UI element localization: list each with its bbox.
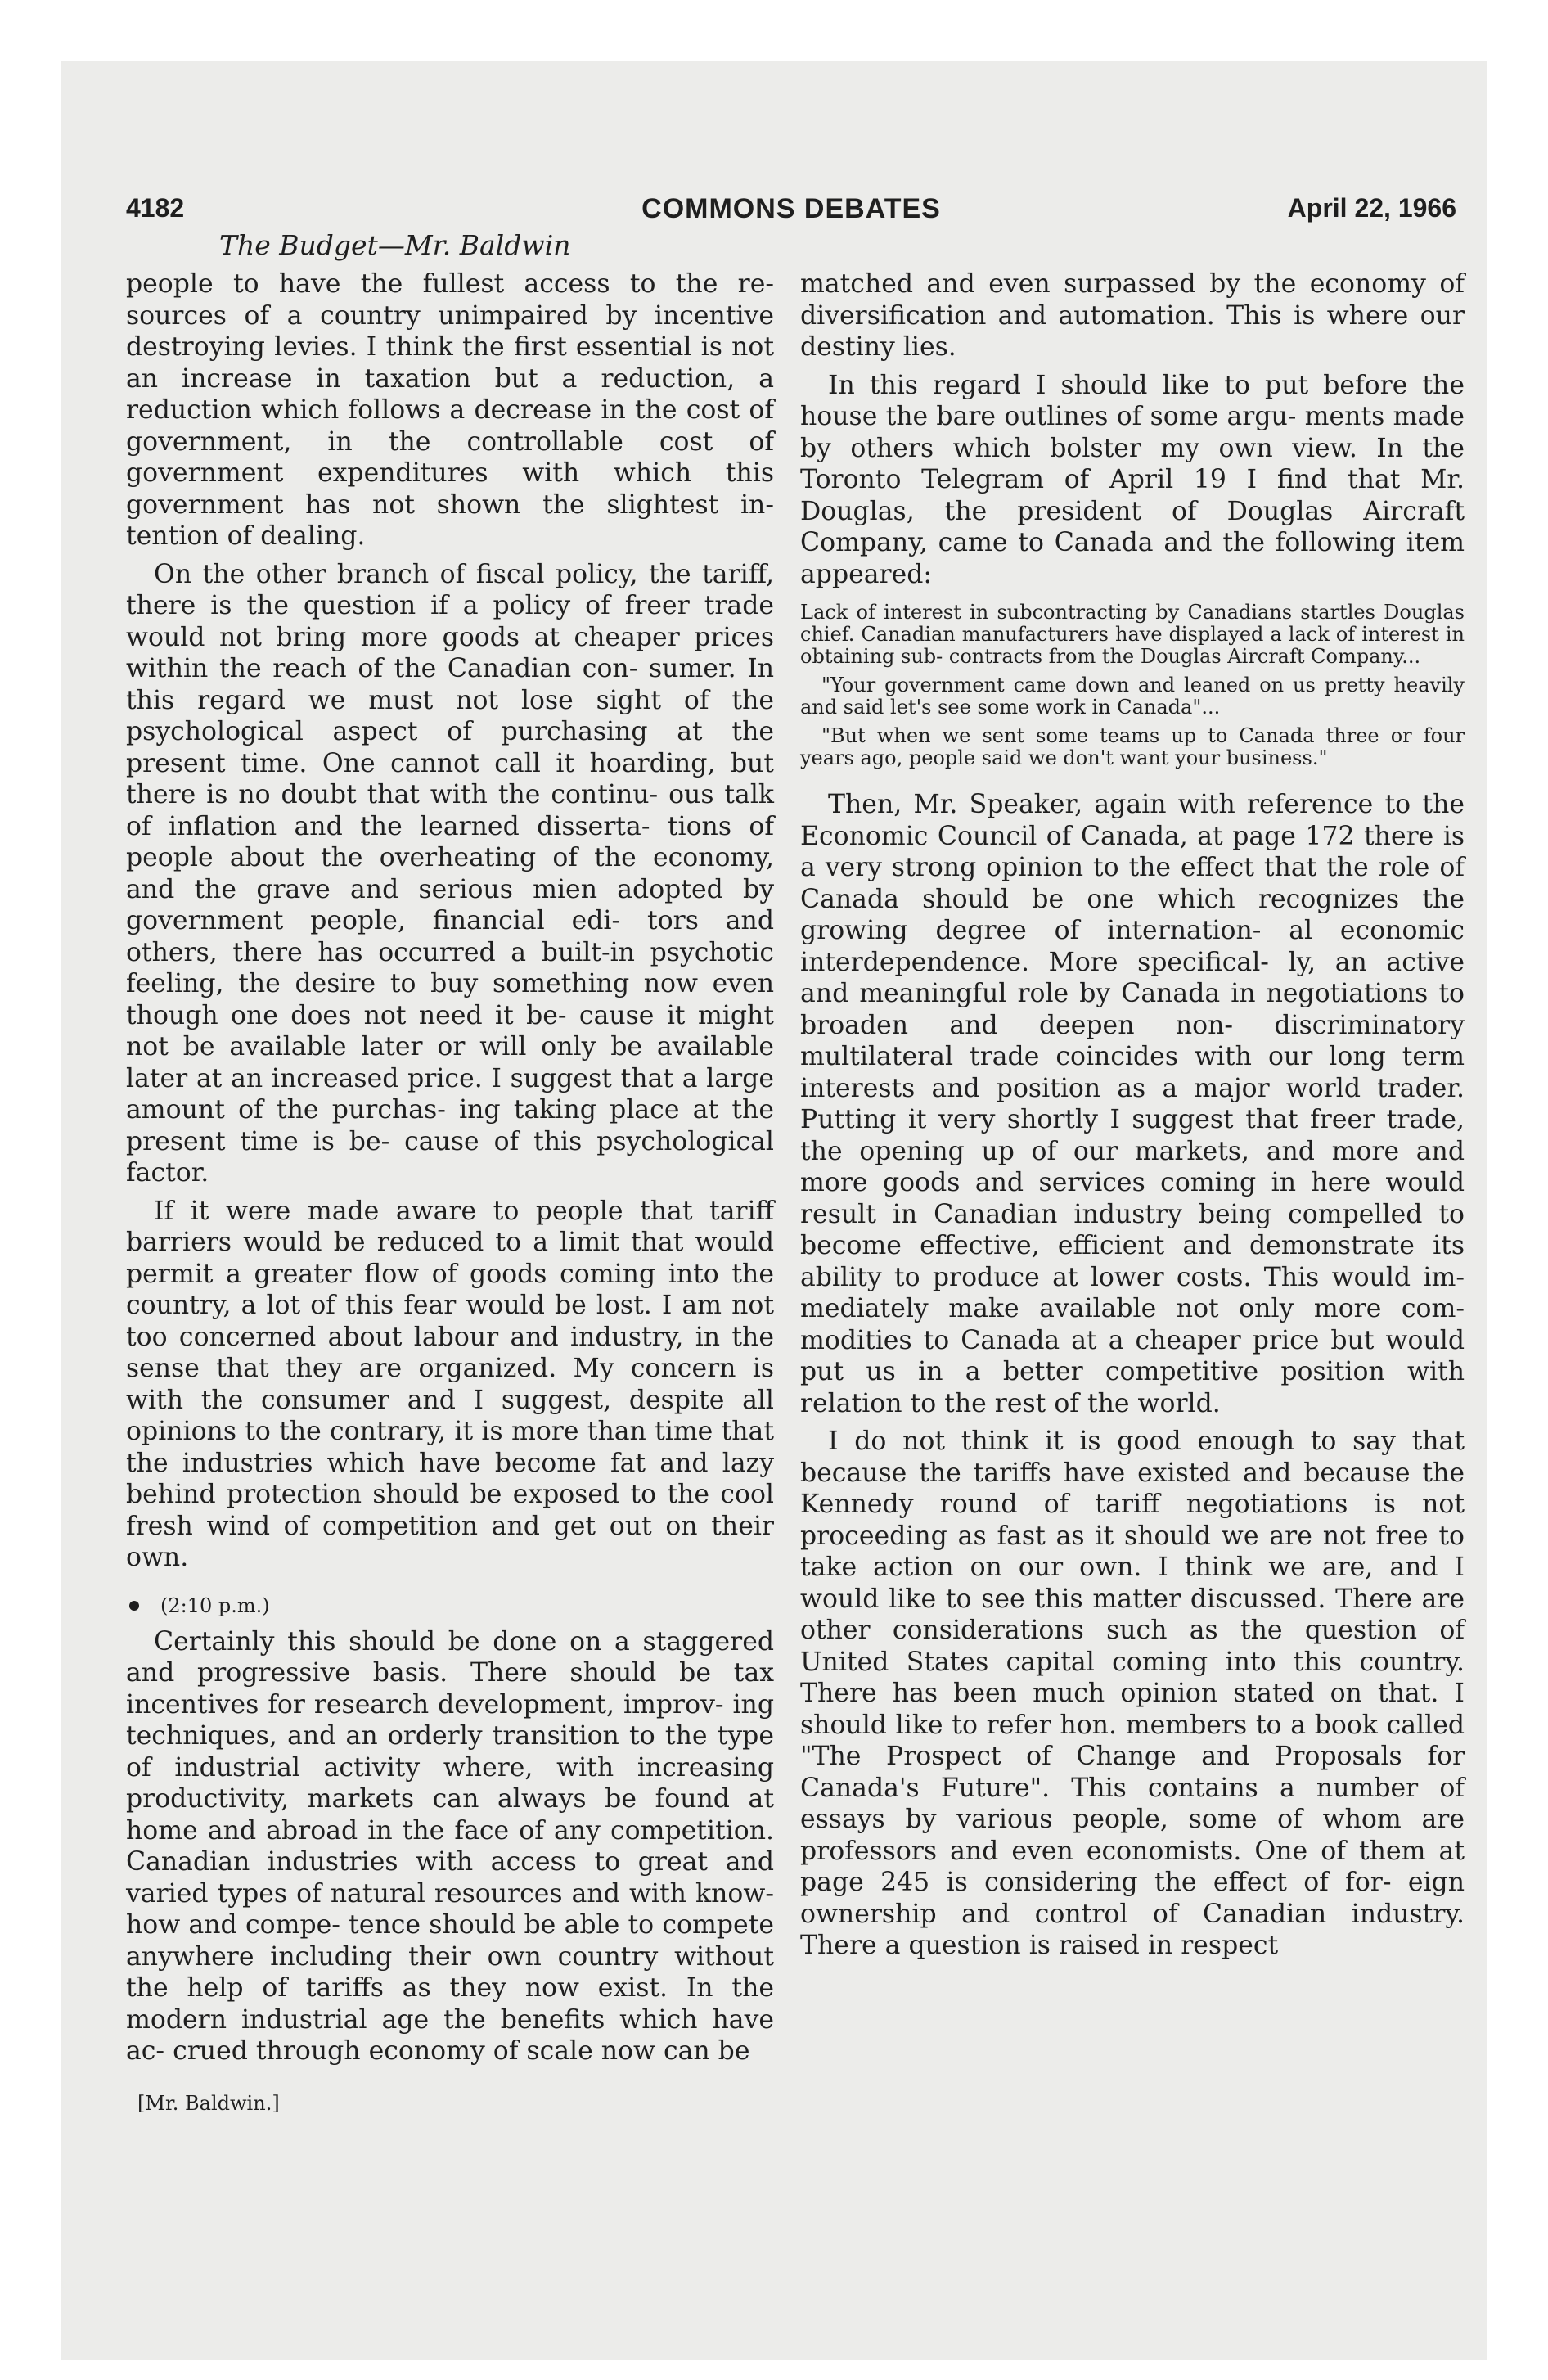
bullet-icon — [129, 1601, 139, 1611]
paragraph: If it were made aware to people that tariff barriers would be reduced to a limit that would permit a greater flow of goods coming into the country, a lot of this fear would be lost. I am not too concerned about labour and industry, in the sense that they are organized. My concern is with the consumer and I suggest, despite all opinions to the contrary, it is more than time that the industries which have become fat and lazy behind protection should be exposed to the cool fresh wind of competition and get out on their own. — [126, 1196, 774, 1572]
paragraph: Certainly this should be done on a staggered and progressive basis. There should be tax incentives for research development, improv- ing techniques, and an orderly transition to the type of industrial activity where, with increasing productivity, markets can always be found at home and abroad in the face of any competition. Canadian industries with access to great and varied types of natural resources and with know-how and compe- tence should be able to compete anywhere including their own country without the help of tariffs as they now exist. In the modern industrial age the benefits which have ac- crued through economy of scale now can be — [126, 1626, 774, 2066]
page-header — [126, 193, 1456, 234]
left-column — [126, 268, 774, 2115]
page-number: 4182 — [126, 193, 185, 223]
paragraph: On the other branch of fiscal policy, the tariff, there is the question if a policy of freer trade would not bring more goods at cheaper prices within the reach of the Canadian con- sumer. In this regard we must not lose sight of the psychological aspect of purchasing at the present time. One cannot call it hoarding, but there is no doubt that with the continu- ous talk of inflation and the learned disserta- tions of people about the overheating of the economy, and the grave and serious mien adopted by government people, financial edi- tors and others, there has occurred a built-in psychotic feeling, the desire to buy something now even though one does not need it be- cause it might not be available later or will only be available later at an increased price. I suggest that a large amount of the purchas- ing taking place at the present time is be- cause of this psychological factor. — [126, 559, 774, 1188]
time-marker-text: (2:10 p.m.) — [160, 1593, 270, 1617]
paragraph: matched and even surpassed by the economy of diversification and automation. This is where our destiny lies. — [800, 269, 1465, 362]
time-marker — [126, 1593, 774, 1618]
page-date: April 22, 1966 — [1287, 193, 1456, 223]
block-quote: "But when we sent some teams up to Canada three or four years ago, people said we don't want your business." — [800, 724, 1465, 769]
paragraph: people to have the fullest access to the re- sources of a country unimpaired by incentive destroying levies. I think the first essential is not an increase in taxation but a reduction, a reduction which follows a decrease in the cost of government, in the controllable cost of government expenditures with which this government has not shown the slightest in- tention of dealing. — [126, 269, 774, 551]
block-quote: "Your government came down and leaned on us pretty heavily and said let's see some work in Canada"... — [800, 674, 1465, 719]
block-quote: Lack of interest in subcontracting by Canadians startles Douglas chief. Canadian manufacturers have displayed a lack of interest in obtaining sub- contracts from the Douglas Aircraft Company... — [800, 601, 1465, 668]
paragraph: I do not think it is good enough to say that because the tariffs have existed and because the Kennedy round of tariff negotiations is not proceeding as fast as it should we are not free to take action on our own. I think we are, and I would like to see this matter discussed. There are other considerations such as the question of United States capital coming into this country. There has been much opinion stated on that. I should like to refer hon. members to a book called "The Prospect of Change and Proposals for Canada's Future". This contains a number of essays by various people, some of whom are professors and even economists. One of them at page 245 is considering the effect of for- eign ownership and control of Canadian industry. There a question is raised in respect — [800, 1427, 1465, 1960]
section-subtitle: The Budget—Mr. Baldwin — [219, 229, 571, 261]
paragraph: In this regard I should like to put before the house the bare outlines of some argu- ments made by others which bolster my own view. In the Toronto Telegram of April 19 I find that Mr. Douglas, the president of Douglas Aircraft Company, came to Canada and the following item appeared: — [800, 370, 1465, 589]
journal-title: COMMONS DEBATES — [641, 193, 941, 224]
right-column — [800, 268, 1465, 1962]
paragraph: Then, Mr. Speaker, again with reference to the Economic Council of Canada, at page 172 there is a very strong opinion to the effect that the role of Canada should be one which recognizes the growing degree of internation- al economic interdependence. More specifical- ly, an active and meaningful role by Canada in negotiations to broaden and deepen non- discriminatory multilateral trade coincides with our long term interests and position as a major world trader. Putting it very shortly I suggest that freer trade, the opening up of our markets, and more and more goods and services coming in here would result in Canadian industry being compelled to become effective, efficient and demonstrate its ability to produce at lower costs. This would im- mediately make available not only more com- modities to Canada at a cheaper price but would put us in a better competitive position with relation to the rest of the world. — [800, 790, 1465, 1418]
speaker-tag: [Mr. Baldwin.] — [137, 2091, 280, 2115]
